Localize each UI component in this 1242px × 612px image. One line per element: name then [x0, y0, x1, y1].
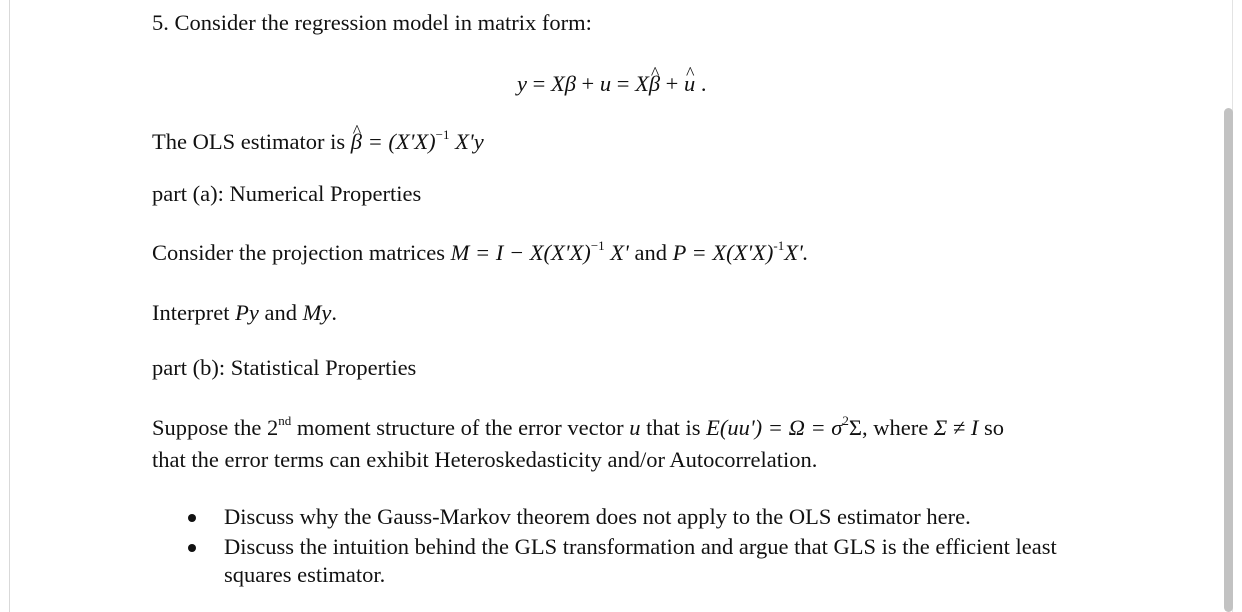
projection-inv-1: −1 [590, 238, 605, 253]
eq-x: X [635, 71, 649, 96]
eq-beta-hat: ^ β [649, 70, 660, 98]
projection-inv-2: -1 [773, 238, 785, 253]
projection-and: and [634, 240, 667, 265]
ols-rhs: = (X'X) [361, 129, 436, 154]
projection-p-expr: P = X(X'X) [672, 240, 774, 265]
interpret-my: My [302, 300, 332, 325]
eq-y: y [517, 71, 527, 96]
suppose-neq: Σ ≠ I [933, 415, 979, 440]
vertical-scrollbar[interactable] [1224, 108, 1233, 612]
interpret-and: and [264, 300, 297, 325]
projection-m-expr: M = I − X(X'X) [450, 240, 591, 265]
eq-plus-1: + [575, 71, 600, 96]
suppose-text-4: , where [862, 415, 929, 440]
suppose-sigma: Σ [848, 415, 863, 440]
suppose-text-3: that is [646, 415, 701, 440]
eq-xbeta: Xβ [550, 71, 576, 96]
interpret-py: Py [235, 300, 259, 325]
interpret-line [152, 299, 337, 327]
ols-beta-hat: ^ β [351, 128, 362, 156]
part-a-title: part (a): Numerical Properties [152, 181, 422, 206]
eq-plus-2: + [660, 71, 684, 96]
eq-u: u [599, 71, 612, 96]
eq-u-hat: ^ u [684, 70, 695, 98]
suppose-text-1: Suppose the 2 [152, 415, 279, 440]
suppose-text-2: moment structure of the error vector [291, 415, 624, 440]
eq-equals-2: = [611, 71, 636, 96]
projection-prefix: Consider the projection matrices [152, 240, 446, 265]
ols-tail: X'y [455, 129, 484, 154]
eq-period: . [695, 71, 707, 96]
projection-m-tail: X' [610, 240, 629, 265]
part-b-title: part (b): Statistical Properties [152, 355, 417, 380]
ols-inverse-exp: −1 [435, 127, 450, 142]
bullet-gls: Discuss the intuition behind the GLS transformation and argue that GLS is the efficient least squares estimator. [186, 533, 1086, 589]
interpret-prefix: Interpret [152, 300, 230, 325]
suppose-superscript: nd [278, 413, 292, 428]
model-equation [517, 70, 706, 98]
projection-p-tail: X'. [784, 240, 809, 265]
suppose-expr: E(uu') = Ω = σ [706, 415, 843, 440]
discussion-bullets [186, 503, 1086, 589]
question-heading: 5. Consider the regression model in matrix form: [152, 10, 592, 35]
ols-estimator-line [152, 128, 484, 159]
ols-prefix: The OLS estimator is [152, 129, 346, 154]
bullet-gauss-markov: Discuss why the Gauss-Markov theorem does not apply to the OLS estimator here. [186, 503, 1086, 531]
suppose-squared: 2 [842, 413, 849, 428]
suppose-u: u [629, 415, 641, 440]
eq-equals-1: = [527, 71, 551, 96]
suppose-text-5: so [983, 415, 1004, 440]
suppose-line-1 [152, 414, 1004, 445]
interpret-period: . [331, 300, 337, 325]
page-left-edge [9, 0, 10, 612]
projection-line [152, 239, 808, 270]
suppose-line-2: that the error terms can exhibit Heteroskedasticity and/or Autocorrelation. [152, 447, 818, 472]
